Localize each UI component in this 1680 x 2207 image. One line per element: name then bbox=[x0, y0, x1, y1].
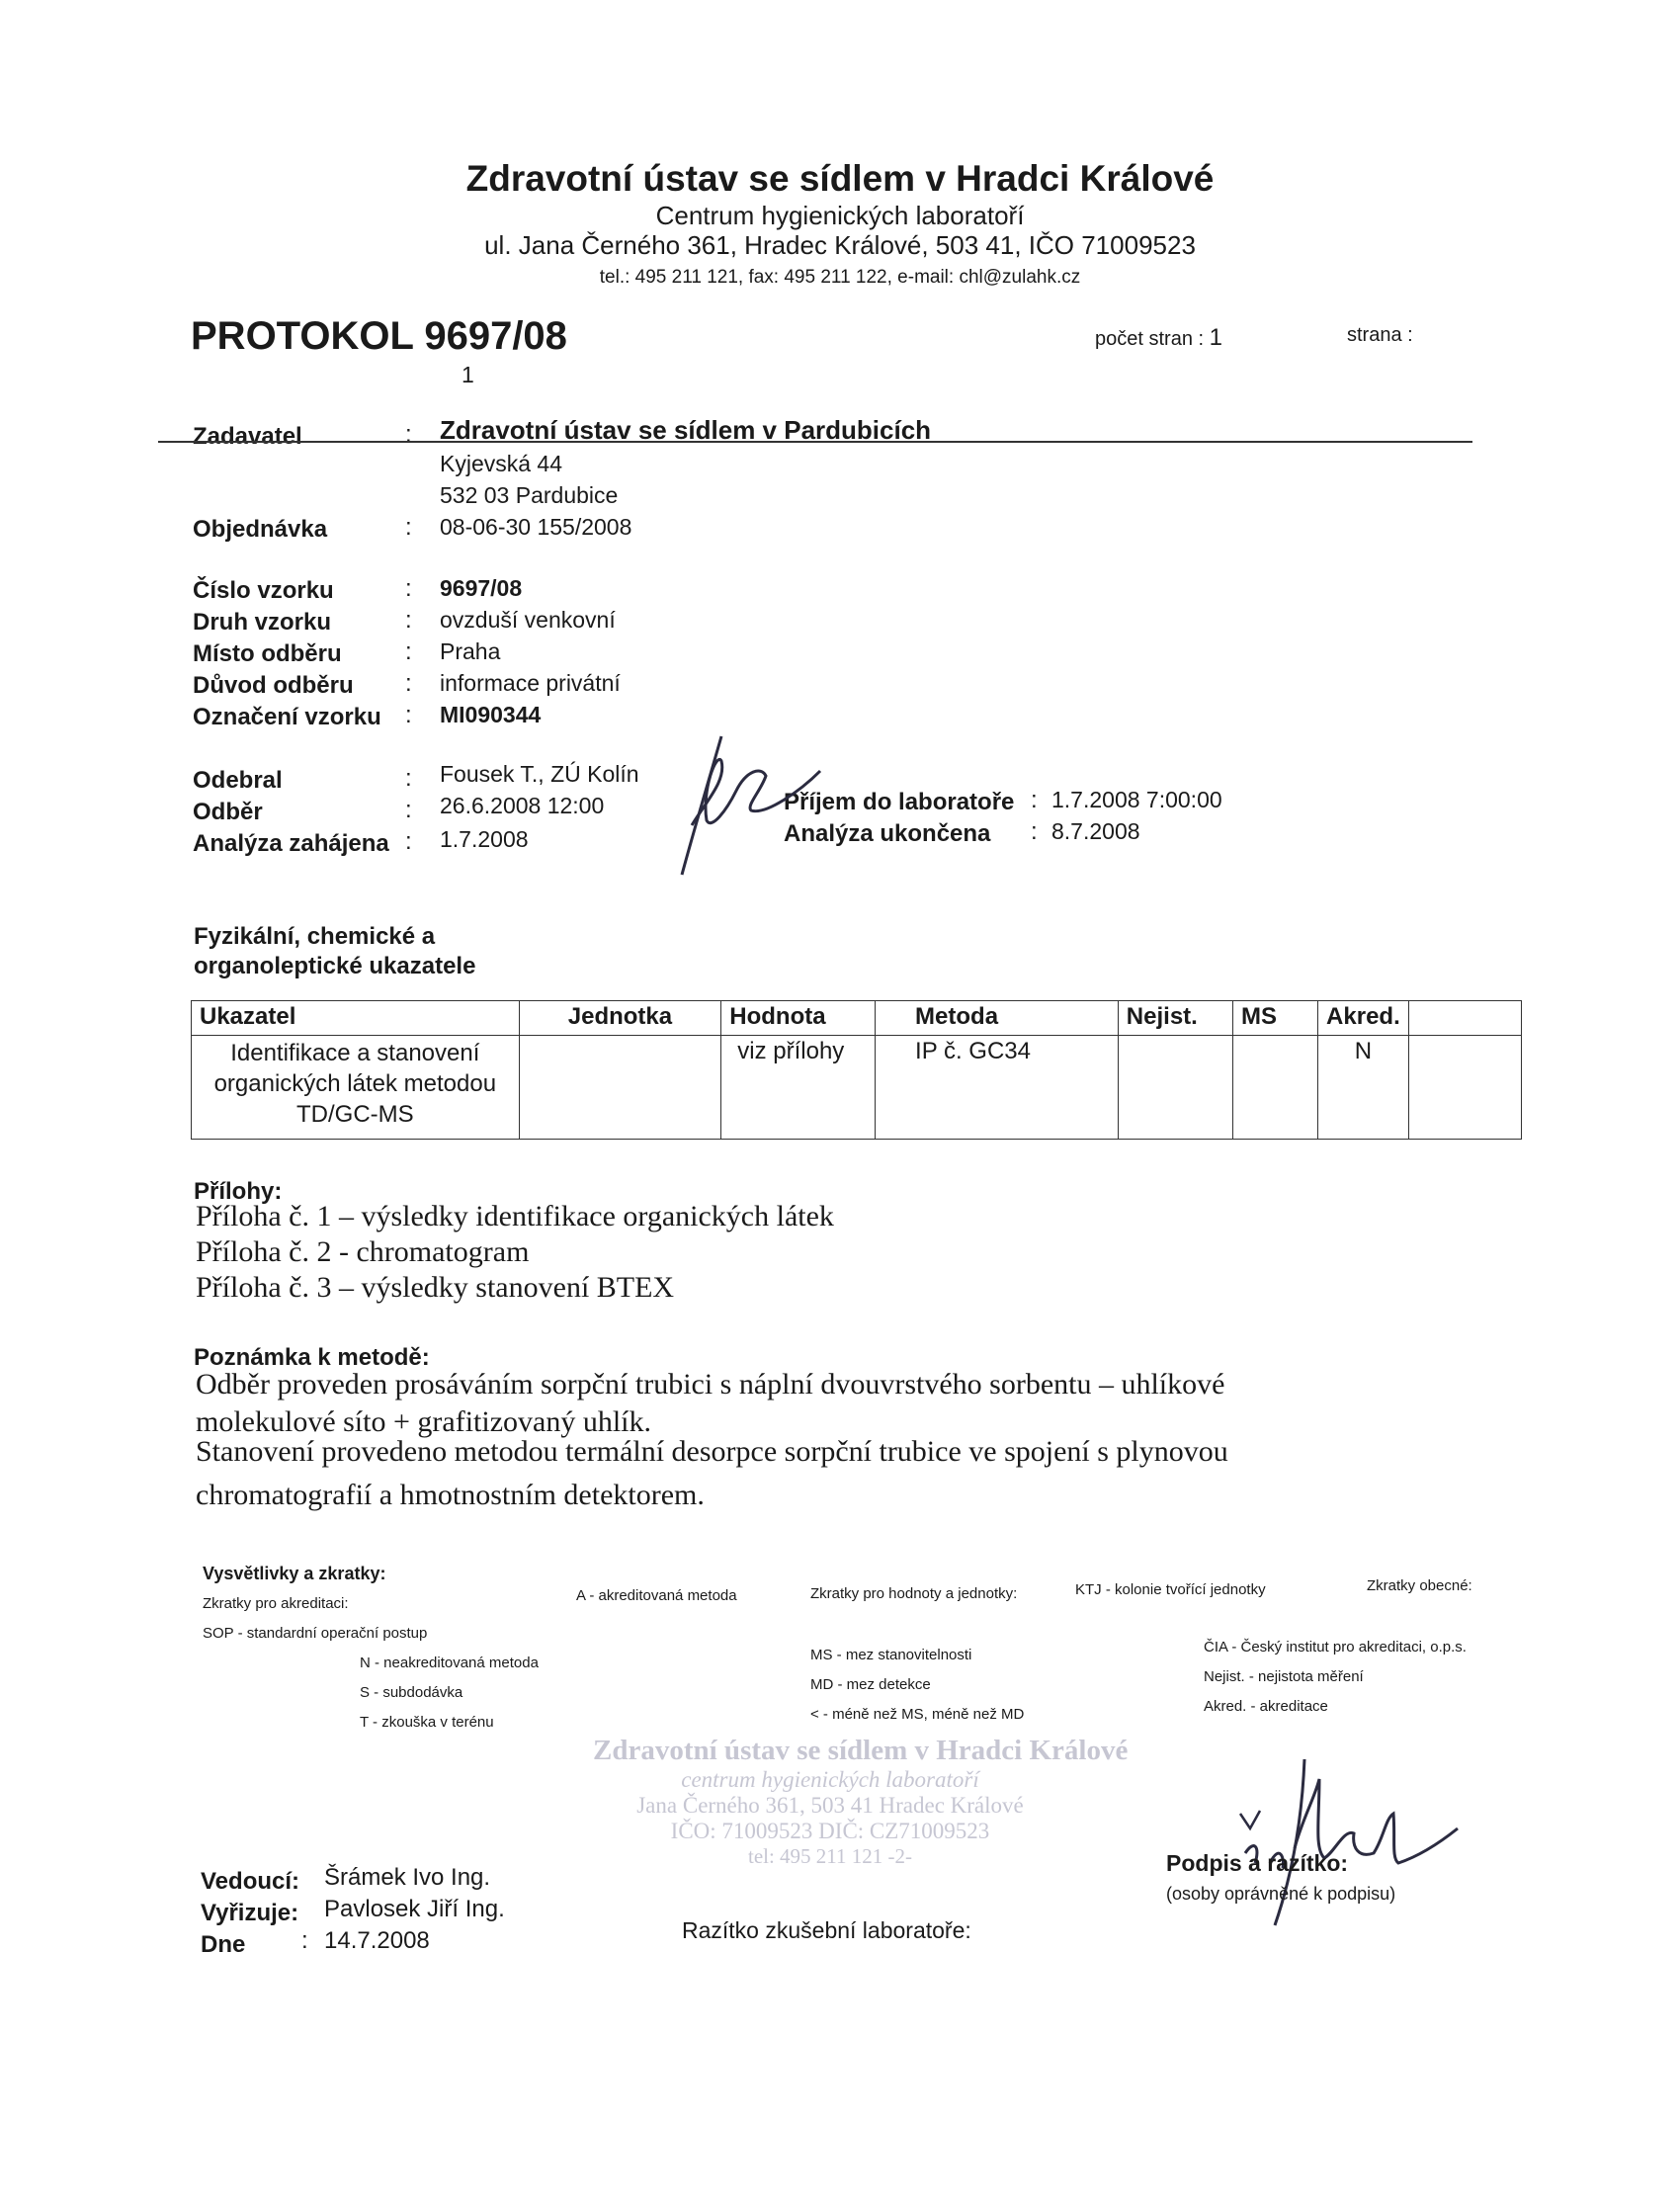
colon: : bbox=[1031, 818, 1038, 845]
cell-method: IP č. GC34 bbox=[876, 1036, 1119, 1140]
legend-general-label: Zkratky obecné: bbox=[1367, 1577, 1472, 1594]
stamp-line4: IČO: 71009523 DIČ: CZ71009523 bbox=[670, 1819, 990, 1843]
colon: : bbox=[405, 514, 412, 541]
institution-title: Zdravotní ústav se sídlem v Hradci Králové bbox=[465, 158, 1215, 199]
colon: : bbox=[1031, 787, 1038, 813]
sample-place-label: Místo odběru bbox=[193, 640, 342, 667]
cell-empty bbox=[1408, 1036, 1521, 1140]
institution-contact: tel.: 495 211 121, fax: 495 211 122, e-mail: chl@zulahk.cz bbox=[599, 267, 1081, 288]
colon: : bbox=[405, 797, 412, 823]
col-header-method: Metoda bbox=[876, 1001, 1119, 1036]
sampling-date: 26.6.2008 12:00 bbox=[440, 793, 605, 818]
colon: : bbox=[301, 1927, 308, 1954]
colon: : bbox=[405, 702, 412, 728]
stamp-line3: Jana Černého 361, 503 41 Hradec Králové bbox=[636, 1793, 1024, 1818]
stamp-line2: centrum hygienických laboratoří bbox=[681, 1767, 979, 1792]
sample-mark: MI090344 bbox=[440, 702, 542, 727]
results-table bbox=[191, 1000, 1522, 1140]
cell-unit bbox=[519, 1036, 721, 1140]
table-header-row bbox=[192, 1001, 1522, 1036]
legend-n: N - neakreditovaná metoda bbox=[360, 1655, 539, 1671]
client-name: Zdravotní ústav se sídlem v Pardubicích bbox=[440, 415, 932, 445]
legend-values-label: Zkratky pro hodnoty a jednotky: bbox=[810, 1585, 1018, 1602]
stamp-line1: Zdravotní ústav se sídlem v Hradci Králové bbox=[593, 1735, 1129, 1766]
sample-type: ovzduší venkovní bbox=[440, 607, 616, 633]
signature-label: Podpis a razítko: bbox=[1166, 1850, 1349, 1876]
col-header-uncertainty: Nejist. bbox=[1118, 1001, 1232, 1036]
legend-md: MD - mez detekce bbox=[810, 1676, 931, 1693]
date-label: Dne bbox=[201, 1931, 246, 1958]
method-note-title: Poznámka k metodě: bbox=[194, 1344, 430, 1371]
table-row bbox=[192, 1036, 1522, 1140]
stamp-line5: tel: 495 211 121 -2- bbox=[747, 1844, 913, 1868]
received-label: Příjem do laboratoře bbox=[784, 789, 1015, 815]
client-street: Kyjevská 44 bbox=[440, 451, 563, 476]
handler-name: Pavlosek Jiří Ing. bbox=[324, 1896, 505, 1922]
sample-number-label: Číslo vzorku bbox=[193, 577, 334, 604]
col-header-unit: Jednotka bbox=[519, 1001, 721, 1036]
taken-by: Fousek T., ZÚ Kolín bbox=[440, 761, 639, 787]
center-name: Centrum hygienických laboratoří bbox=[655, 201, 1025, 230]
head-label: Vedoucí: bbox=[201, 1868, 300, 1895]
order-number: 08-06-30 155/2008 bbox=[440, 514, 632, 540]
method-note-line: Odběr proveden prosáváním sorpční trubici s náplní dvouvrstvého sorbentu – uhlíkové bbox=[196, 1368, 1225, 1401]
colon: : bbox=[405, 670, 412, 697]
legend-ktj: KTJ - kolonie tvořící jednotky bbox=[1075, 1581, 1266, 1598]
sampling-date-label: Odběr bbox=[193, 799, 263, 825]
institution-address: ul. Jana Černého 361, Hradec Králové, 503 41, IČO 71009523 bbox=[484, 230, 1196, 260]
sample-place: Praha bbox=[440, 638, 501, 664]
col-header-indicator: Ukazatel bbox=[192, 1001, 520, 1036]
sample-reason: informace privátní bbox=[440, 670, 621, 696]
col-header-empty bbox=[1408, 1001, 1521, 1036]
legend-ms: MS - mez stanovitelnosti bbox=[810, 1647, 972, 1663]
legend-accred-label: Zkratky pro akreditaci: bbox=[203, 1595, 349, 1612]
col-header-accred: Akred. bbox=[1318, 1001, 1409, 1036]
analysis-end-label: Analýza ukončena bbox=[784, 820, 991, 847]
attachments-title: Přílohy: bbox=[194, 1178, 283, 1205]
legend-cia: ČIA - Český institut pro akreditaci, o.p.s. bbox=[1204, 1639, 1467, 1655]
client-label: Zadavatel bbox=[193, 423, 302, 450]
attachment-item: Příloha č. 1 – výsledky identifikace organických látek bbox=[196, 1200, 834, 1232]
method-note-line: Stanovení provedeno metodou termální desorpce sorpční trubice ve spojení s plynovou bbox=[196, 1435, 1228, 1468]
legend-lt: < - méně než MS, méně než MD bbox=[810, 1706, 1025, 1723]
page-count-label: počet stran : bbox=[1095, 328, 1205, 350]
handler-label: Vyřizuje: bbox=[201, 1900, 299, 1926]
handwritten-initials bbox=[652, 731, 830, 880]
sample-number: 9697/08 bbox=[440, 575, 523, 601]
method-note-line: chromatografií a hmotnostním detektorem. bbox=[196, 1479, 705, 1511]
analysis-start-label: Analýza zahájena bbox=[193, 830, 389, 857]
received-date: 1.7.2008 7:00:00 bbox=[1051, 787, 1222, 812]
legend-title: Vysvětlivky a zkratky: bbox=[203, 1564, 386, 1583]
client-city: 532 03 Pardubice bbox=[440, 482, 619, 508]
indicator-line3: TD/GC-MS bbox=[295, 1101, 414, 1128]
analysis-end: 8.7.2008 bbox=[1051, 818, 1140, 844]
legend-sop: SOP - standardní operační postup bbox=[203, 1625, 428, 1642]
colon: : bbox=[405, 638, 412, 665]
cell-indicator bbox=[192, 1036, 520, 1140]
legend-s: S - subdodávka bbox=[360, 1684, 463, 1701]
attachment-item: Příloha č. 3 – výsledky stanovení BTEX bbox=[196, 1271, 675, 1304]
head-name: Šrámek Ivo Ing. bbox=[324, 1864, 491, 1891]
sample-type-label: Druh vzorku bbox=[193, 609, 332, 636]
cell-value: viz přílohy bbox=[721, 1036, 876, 1140]
section-title-line1: Fyzikální, chemické a bbox=[194, 923, 436, 950]
page-number: 1 bbox=[462, 362, 474, 387]
legend-a: A - akreditovaná metoda bbox=[576, 1587, 737, 1604]
sample-mark-label: Označení vzorku bbox=[193, 704, 381, 730]
lab-stamp-label: Razítko zkušební laboratoře: bbox=[682, 1917, 971, 1943]
colon: : bbox=[405, 575, 412, 602]
sample-reason-label: Důvod odběru bbox=[193, 672, 354, 699]
order-label: Objednávka bbox=[193, 516, 328, 543]
attachment-item: Příloha č. 2 - chromatogram bbox=[196, 1235, 530, 1268]
cell-ms bbox=[1233, 1036, 1318, 1140]
page-count bbox=[1095, 324, 1222, 352]
signature-note: (osoby oprávněné k podpisu) bbox=[1166, 1884, 1396, 1904]
legend-nejist: Nejist. - nejistota měření bbox=[1204, 1668, 1364, 1685]
taken-by-label: Odebral bbox=[193, 767, 283, 794]
indicator-line2: organických látek metodou bbox=[213, 1070, 497, 1097]
issue-date: 14.7.2008 bbox=[324, 1927, 430, 1954]
legend-akred: Akred. - akreditace bbox=[1204, 1698, 1328, 1715]
divider-line bbox=[158, 441, 1472, 443]
page-label: strana : bbox=[1347, 324, 1413, 346]
colon: : bbox=[405, 828, 412, 855]
analysis-start: 1.7.2008 bbox=[440, 826, 529, 852]
colon: : bbox=[405, 765, 412, 792]
col-header-value: Hodnota bbox=[721, 1001, 876, 1036]
colon: : bbox=[405, 607, 412, 634]
cell-uncertainty bbox=[1118, 1036, 1232, 1140]
cell-accred: N bbox=[1318, 1036, 1409, 1140]
legend-t: T - zkouška v terénu bbox=[360, 1714, 494, 1731]
page-count-value: 1 bbox=[1209, 324, 1222, 351]
section-title-line2: organoleptické ukazatele bbox=[194, 953, 476, 979]
method-note-line: molekulové síto + grafitizovaný uhlík. bbox=[196, 1405, 652, 1438]
laboratory-stamp bbox=[593, 1735, 1129, 1869]
col-header-ms: MS bbox=[1233, 1001, 1318, 1036]
indicator-line1: Identifikace a stanovení bbox=[230, 1040, 480, 1066]
protocol-title: PROTOKOL 9697/08 bbox=[191, 314, 567, 358]
colon: : bbox=[405, 421, 412, 448]
